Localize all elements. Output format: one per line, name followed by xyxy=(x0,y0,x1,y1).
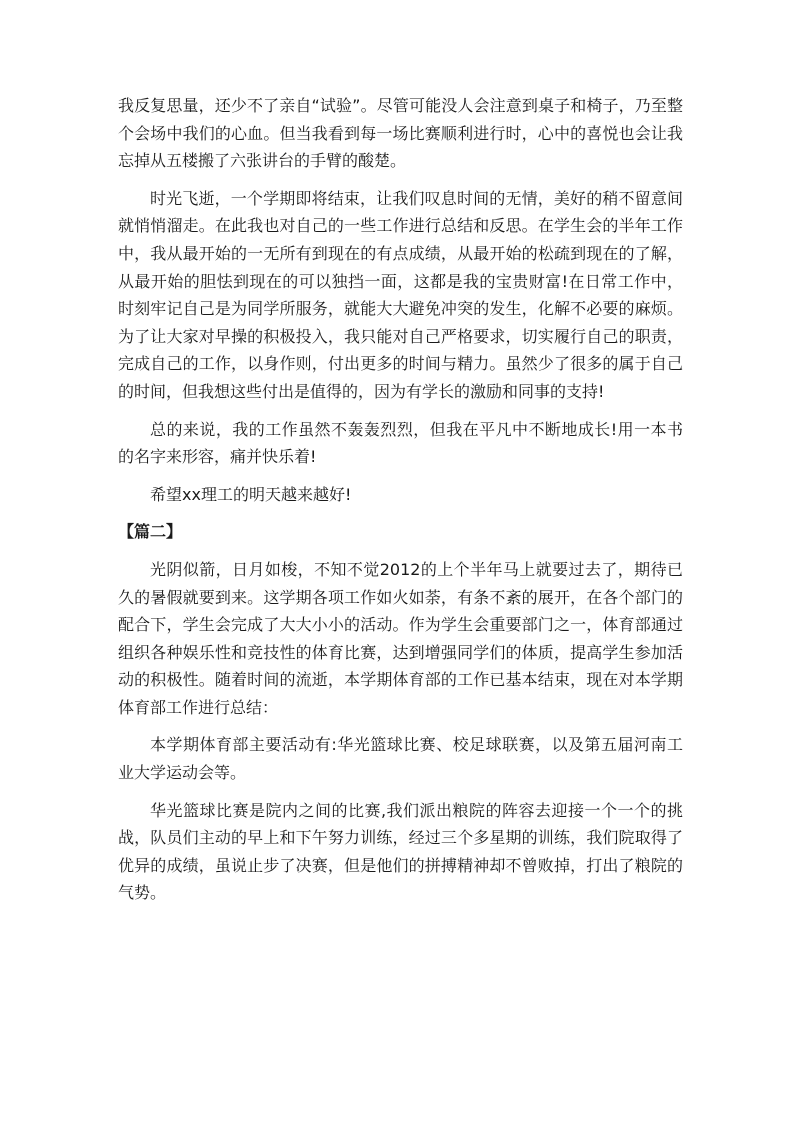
section-paragraph-3: 华光篮球比赛是院内之间的比赛,我们派出粮院的阵容去迎接一个一个的挑战，队员们主动的早上和下午努力训练，经过三个多星期的训练，我们院取得了优异的成绩，虽说止步了决赛，但是他们的拼搏精神却不曾败掉，打出了粮院的气势。 xyxy=(118,800,683,903)
document-body xyxy=(118,92,683,917)
section-heading: 【篇二】 xyxy=(118,522,183,542)
paragraph-2: 时光飞逝，一个学期即将结束，让我们叹息时间的无情，美好的稍不留意间就悄悄溜走。在此我也对自己的一些工作进行总结和反思。在学生会的半年工作中，我从最开始的一无所有到现在的有点成绩，从最开始的松疏到现在的了解，从最开始的胆怯到现在的可以独挡一面，这都是我的宝贵财富!在日常工作中，时刻牢记自己是为同学所服务，就能大大避免冲突的发生，化解不必要的麻烦。为了让大家对早操的积极投入，我只能对自己严格要求，切实履行自己的职责，完成自己的工作，以身作则，付出更多的时间与精力。虽然少了很多的属于自己的时间，但我想这些付出是值得的，因为有学长的激励和同事的支持! xyxy=(118,188,683,401)
paragraph-1: 我反复思量，还少不了亲自“试验”。尽管可能没人会注意到桌子和椅子，乃至整个会场中我们的心血。但当我看到每一场比赛顺利进行时，心中的喜悦也会让我忘掉从五楼搬了六张讲台的手臂的酸楚。 xyxy=(118,96,683,171)
paragraph-4: 希望xx理工的明天越来越好! xyxy=(150,484,352,504)
paragraph-3: 总的来说，我的工作虽然不轰轰烈烈，但我在平凡中不断地成长!用一本书的名字来形容，痛并快乐着! xyxy=(118,419,683,467)
section-paragraph-2: 本学期体育部主要活动有:华光篮球比赛、校足球联赛，以及第五届河南工业大学运动会等。 xyxy=(118,735,683,783)
section-paragraph-1: 光阴似箭，日月如梭，不知不觉2012的上个半年马上就要过去了，期待已久的暑假就要到来。这学期各项工作如火如荼，有条不紊的展开，在各个部门的配合下，学生会完成了大大小小的活动。作为学生会重要部门之一，体育部通过组织各种娱乐性和竞技性的体育比赛，达到增强同学们的体质，提高学生参加活动的积极性。随着时间的流逝，本学期体育部的工作已基本结束，现在对本学期体育部工作进行总结： xyxy=(118,559,683,717)
